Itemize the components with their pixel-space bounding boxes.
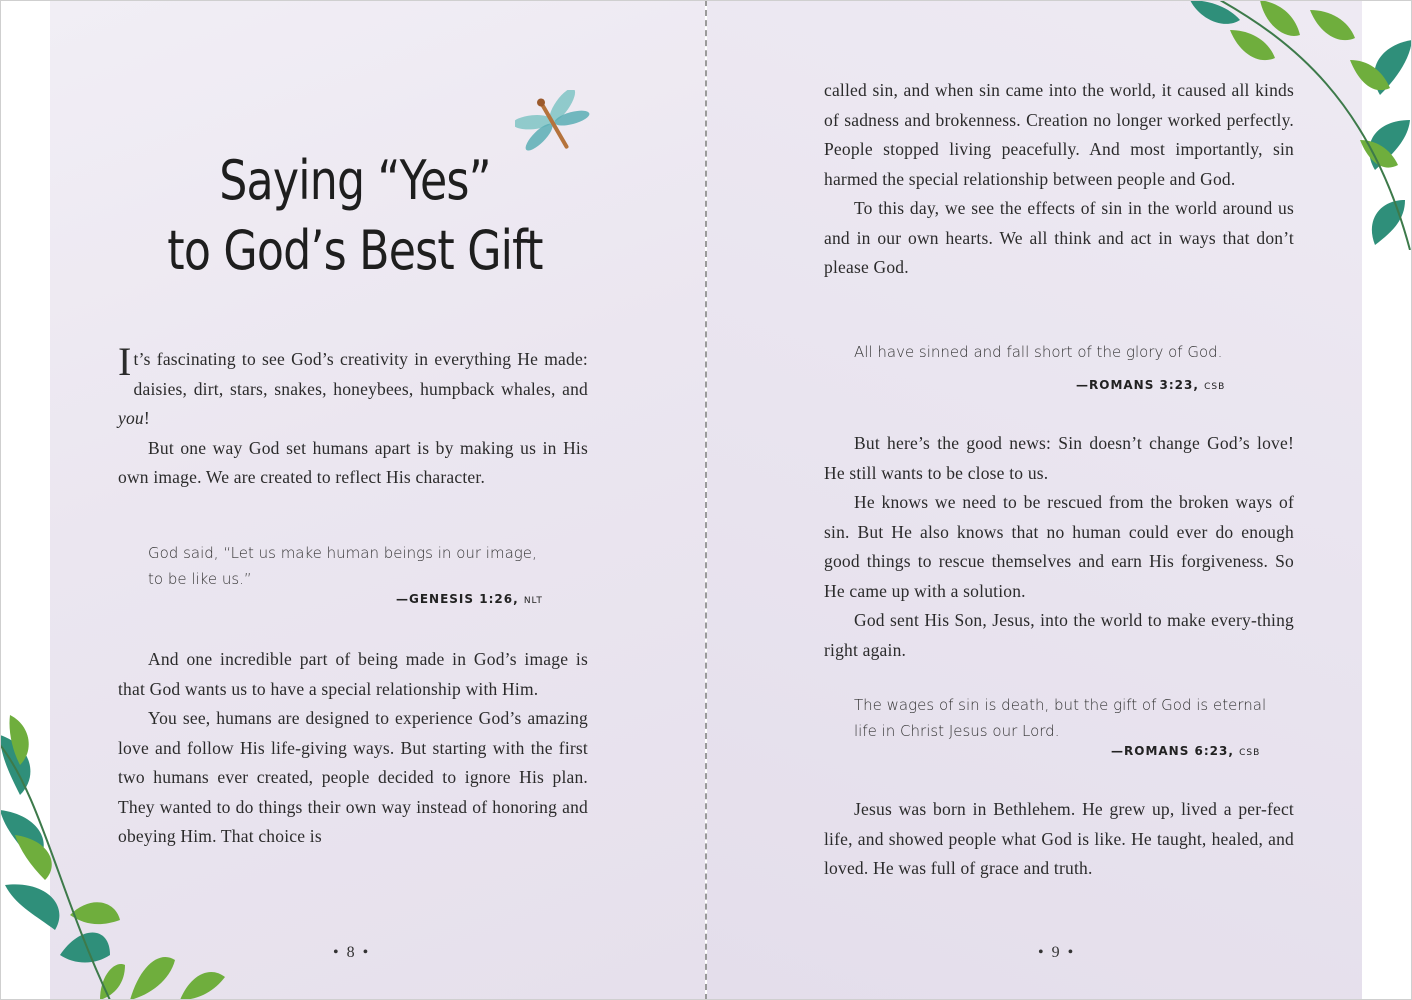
paragraph: But one way God set humans apart is by making us in His own image. We are created to reflect His character. <box>118 437 588 487</box>
title-line-2: to God’s Best Gift <box>167 219 543 283</box>
dragonfly-icon <box>515 90 593 160</box>
paragraph: God sent His Son, Jesus, into the world to make every-thing right again. <box>824 610 1294 660</box>
paragraph: And one incredible part of being made in God’s image is that God wants us to have a special relationship with Him. <box>118 649 588 699</box>
reference-text: —GENESIS 1:26, <box>396 592 519 606</box>
punctuation: ! <box>143 408 150 428</box>
scripture-quote <box>854 339 1274 365</box>
quote-line: life in Christ Jesus our Lord. <box>854 722 1060 740</box>
chapter-title <box>100 146 610 286</box>
paragraph: He knows we need to be rescued from the broken ways of sin. But He also knows that no human could ever do enough good things to rescue themselves and earn His forgiveness. So He came up with a solution. <box>824 492 1294 601</box>
emphasis: you <box>118 408 144 428</box>
right-main-text <box>824 429 1294 665</box>
paragraph: called sin, and when sin came into the world, it caused all kinds of sadness and brokenness. Creation no longer worked perfectly. People stopped living peacefully. And most importantly, sin harmed the special relationship between people and God. <box>824 80 1294 189</box>
reference-text: —ROMANS 6:23, <box>1111 744 1234 758</box>
page-gutter <box>705 0 707 1000</box>
quote-line: God said, “Let us make human beings in our image, <box>148 544 537 562</box>
scripture-quote <box>854 692 1274 744</box>
left-intro-text <box>118 339 588 493</box>
quote-line: All have sinned and fall short of the glory of God. <box>854 343 1223 361</box>
drop-cap: I <box>118 339 132 384</box>
paragraph-text: t’s fascinating to see God’s creativity in everything He made: daisies, dirt, stars, snakes, honeybees, humpback whales, and <box>133 349 588 399</box>
quote-line: The wages of sin is death, but the gift of God is eternal <box>854 696 1267 714</box>
paragraph: To this day, we see the effects of sin in the world around us and in our own hearts. We all think and act in ways that don’t please God. <box>824 198 1294 277</box>
bible-version: CSB <box>1239 748 1261 758</box>
paragraph: Jesus was born in Bethlehem. He grew up, lived a per-fect life, and showed people what God is like. He taught, healed, and loved. He was full of grace and truth. <box>824 799 1294 878</box>
scripture-reference <box>1076 378 1225 392</box>
quote-line: to be like us.” <box>148 570 252 588</box>
left-main-text <box>118 645 588 852</box>
bible-version: NLT <box>523 596 543 606</box>
title-line-1: Saying “Yes” <box>219 149 491 213</box>
paragraph <box>118 339 588 434</box>
page-number-left: • 8 • <box>333 944 371 961</box>
paragraph: But here’s the good news: Sin doesn’t change God’s love! He still wants to be close to us. <box>824 433 1294 483</box>
scripture-quote <box>148 540 568 592</box>
bible-version: CSB <box>1204 382 1226 392</box>
reference-text: —ROMANS 3:23, <box>1076 378 1199 392</box>
scripture-reference <box>1111 744 1260 758</box>
right-closing-text <box>824 795 1294 884</box>
right-intro-text <box>824 76 1294 283</box>
paragraph: You see, humans are designed to experience God’s amazing love and follow His life-giving ways. But starting with the first two humans ever created, people decided to ignore His plan. They wanted to do things their own way instead of honoring and obeying Him. That choice is <box>118 708 588 846</box>
page-number-right: • 9 • <box>1038 944 1076 961</box>
scripture-reference <box>396 592 543 606</box>
